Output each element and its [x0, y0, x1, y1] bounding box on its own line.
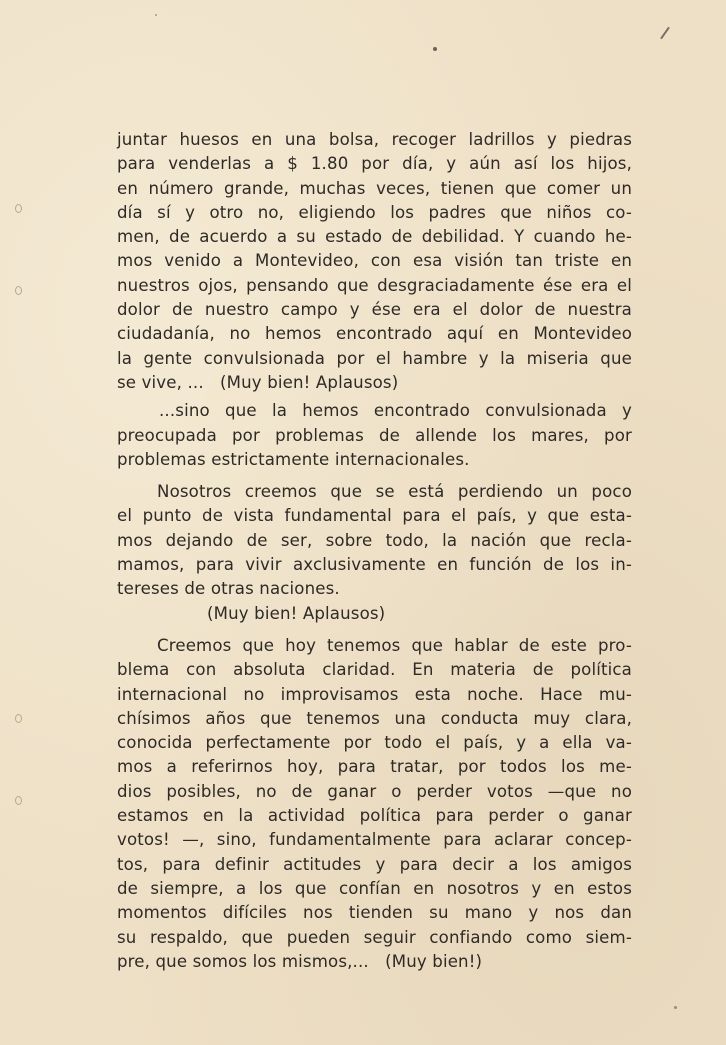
text-line: estamos en la actividad política para perder o ganar — [117, 806, 632, 826]
text-line: juntar huesos en una bolsa, recoger ladrillos y piedras — [117, 130, 632, 149]
ink-speck — [433, 47, 437, 51]
text-line: tereses de otras naciones. — [117, 579, 340, 599]
text-line: mos a referirnos hoy, para tratar, por todos los me- — [117, 757, 632, 777]
text-line: Creemos que hoy tenemos que hablar de este pro- — [157, 635, 632, 655]
ink-speck — [674, 1006, 677, 1009]
text-line: preocupada por problemas de allende los mares, por — [117, 425, 632, 445]
text-line: votos! —, sino, fundamentalmente para aclarar concep- — [117, 830, 632, 850]
text-line: conocida perfectamente por todo el país, y a ella va- — [117, 733, 632, 753]
binding-hole — [15, 204, 22, 213]
text-line: ciudadanía, no hemos encontrado aquí en Montevideo — [117, 324, 632, 344]
text-line: pre, que somos los mismos,... (Muy bien!) — [117, 951, 483, 971]
text-line: día sí y otro no, eligiendo los padres que niños co- — [117, 202, 632, 222]
text-line: de siempre, a los que confían en nosotros y en estos — [117, 878, 632, 898]
text-line: dolor de nuestro campo y ése era el dolor de nuestra — [117, 300, 632, 320]
text-line: mos venido a Montevideo, con esa visión tan triste en — [117, 251, 632, 271]
text-line: problemas estrictamente internacionales. — [117, 449, 470, 469]
binding-hole — [15, 714, 22, 723]
text-line: mamos, para vivir axclusivamente en función de los in- — [117, 555, 632, 575]
text-line: internacional no improvisamos esta noche. Hace mu- — [117, 684, 632, 704]
paragraph-2 — [117, 399, 632, 472]
text-line: mos dejando de ser, sobre todo, la nación que recla- — [117, 530, 632, 550]
text-line: ...sino que la hemos encontrado convulsionada y — [159, 401, 632, 421]
text-line: el punto de vista fundamental para el país, y que esta- — [117, 506, 632, 526]
text-line: en número grande, muchas veces, tienen que comer un — [117, 178, 632, 198]
text-line: dios posibles, no de ganar o perder votos —que no — [117, 781, 632, 801]
binding-hole — [15, 286, 22, 295]
pencil-mark — [660, 27, 670, 40]
text-line: tos, para definir actitudes y para decir a los amigos — [117, 854, 632, 874]
ink-speck — [155, 14, 157, 16]
text-line: men, de acuerdo a su estado de debilidad. Y cuando he- — [117, 227, 632, 247]
text-line: chísimos años que tenemos una conducta muy clara, — [117, 708, 632, 728]
text-line: se vive, ... (Muy bien! Aplausos) — [117, 372, 399, 392]
text-line: para venderlas a $ 1.80 por día, y aún así los hijos, — [117, 154, 632, 174]
binding-hole — [15, 796, 22, 805]
text-line: la gente convulsionada por el hambre y la miseria que — [117, 348, 632, 368]
text-line: nuestros ojos, pensando que desgraciadamente ése era el — [117, 275, 632, 295]
paragraph-3 — [117, 480, 632, 601]
text-line: Nosotros creemos que se está perdiendo un poco — [157, 482, 632, 502]
applause-note: (Muy bien! Aplausos) — [207, 603, 386, 623]
speech-text — [117, 128, 632, 974]
text-line: momentos difíciles nos tienden su mano y nos dan — [117, 903, 632, 923]
text-line: su respaldo, que pueden seguir confiando como siem- — [117, 927, 632, 947]
text-line: blema con absoluta claridad. En materia de política — [117, 660, 632, 680]
paragraph-1 — [117, 128, 632, 395]
paragraph-4 — [117, 634, 632, 974]
